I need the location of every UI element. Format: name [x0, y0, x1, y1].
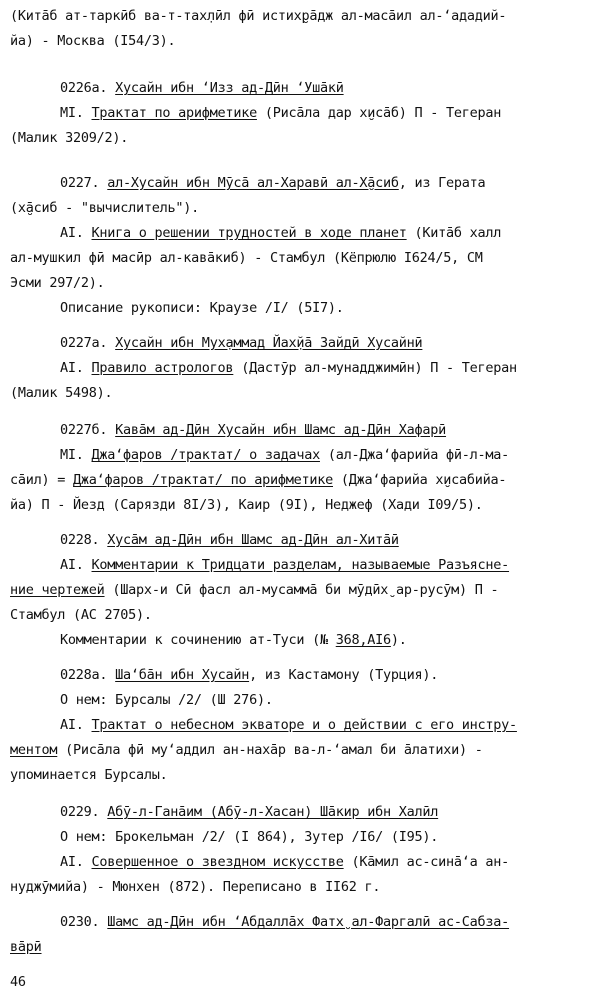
text-line [60, 715, 517, 735]
text-line [10, 580, 498, 600]
text-segment: йа) П - Йезд (Сарязди 8I/3), Каир (9I), Неджеф (Хади I09/5). [10, 497, 483, 513]
work-title: Трактат по арифметике [91, 105, 257, 121]
text-line [60, 690, 273, 710]
text-segment: О нем: Бурсалы /2/ (Ш 276). [60, 692, 273, 708]
entry-number: 0227. [60, 175, 108, 191]
text-segment: AI. [60, 225, 92, 241]
text-line [60, 298, 344, 318]
text-segment: AI. [60, 360, 92, 376]
text-segment: Комментарии к сочинению ат-Туси (№ [60, 632, 336, 648]
entry-number: 0229. [60, 804, 108, 820]
entry-number: 0230. [60, 914, 108, 930]
work-title: Трактат о небесном экваторе и о действии с его инстру- [91, 717, 517, 733]
author-name: Хусайн ибн Мух̣аммад Йах̣йа̄ Зайдӣ Хусайнӣ [115, 335, 423, 351]
text-segment: ). [390, 632, 407, 648]
work-title: ментом [10, 742, 58, 758]
text-line [10, 937, 42, 957]
text-segment: (Кита̄б ат-таркӣб ва-т-тах̣лӣл фӣ истих̮ра̄дж ал-маса̄ил ал-ʻададий- [10, 8, 507, 24]
text-line [60, 630, 407, 650]
entry-number: 0227б. [60, 422, 116, 438]
text-segment: Эсми 297/2). [10, 275, 105, 291]
text-segment: Описание рукописи: Краузе /I/ (5I7). [60, 300, 344, 316]
text-line [60, 223, 501, 243]
text-segment: (Кита̄б халл [406, 225, 502, 241]
text-line [60, 555, 509, 575]
text-segment: (Риса̄ла фӣ муʻаддил ан-нахāр ва-л-ʻамал би а̄латихи) - [57, 742, 483, 758]
work-title: Совершенное о звездном искусстве [91, 854, 344, 870]
page-number: 46 [10, 974, 26, 990]
cross-reference: 368,AI6 [335, 632, 391, 648]
work-title: Джаʻфаров /трактат/ по арифметике [73, 472, 333, 488]
text-segment: (ал-Джаʻфарийа фӣ-л-ма- [319, 447, 510, 463]
text-segment: йа) - Москва (I54/3). [10, 33, 176, 49]
author-name: Кава̄м ад-Дӣн Хусайн ибн Шамс ад-Дӣн Хафарӣ [115, 422, 447, 438]
text-segment: (х̮а̄сиб - "вычислитель"). [10, 200, 200, 216]
text-segment: (Шарх-и Сӣ фасл ал-мусаммā би мӯдӣх̮ ар-русӯм) П - [104, 582, 499, 598]
entry-heading [60, 173, 485, 193]
work-title: Комментарии к Тридцати разделам, называемые Разъясне- [91, 557, 510, 573]
text-line [10, 765, 168, 785]
text-segment: , из Герата [398, 175, 486, 191]
author-name: ва̄рӣ [10, 939, 42, 955]
text-line [10, 383, 112, 403]
text-line [10, 198, 199, 218]
work-title: ние чертежей [10, 582, 105, 598]
author-name: ал-Хусайн ибн Мӯса̄ ал-Харавӣ ал-Х̮а̄сиб [107, 175, 399, 191]
author-name: Шаʻба̄н ибн Хусайн [115, 667, 250, 683]
author-name: Шамс ад-Дӣн ибн ʻАбдалла̄х Фатх̮ ал-Фаргалӣ ас-Сабза- [107, 914, 510, 930]
text-line [10, 248, 483, 268]
text-segment: (Риса̄ла дар х̮иса̄б) П - Тегеран [256, 105, 502, 121]
text-segment: Стамбул (АС 2705). [10, 607, 152, 623]
entry-heading [60, 912, 509, 932]
text-line [10, 740, 483, 760]
entry-heading [60, 78, 344, 98]
text-line [10, 273, 105, 293]
entry-number: 0228а. [60, 667, 116, 683]
text-line [10, 877, 380, 897]
text-line [10, 470, 506, 490]
text-segment: (Джаʻфарийа х̮исабийа- [333, 472, 507, 488]
text-segment: (Дастӯр ал-мунадджимӣн) П - Тегеран [233, 360, 517, 376]
text-segment: (Малик 3209/2). [10, 130, 129, 146]
entry-heading [60, 333, 422, 353]
entry-heading [60, 530, 399, 550]
text-segment: са̄ил) = [10, 472, 74, 488]
text-line [60, 103, 501, 123]
text-segment: нуджӯмийа) - Мюнхен (872). Переписано в II62 г. [10, 879, 381, 895]
text-segment: MI. [60, 105, 92, 121]
author-name: Хуса̄м ад-Дӣн ибн Шамс ад-Дӣн ал-Хита̄ӣ [107, 532, 399, 548]
text-segment: (Малик 5498). [10, 385, 113, 401]
text-line [10, 31, 175, 51]
text-segment: AI. [60, 717, 92, 733]
entry-number: 0226а. [60, 80, 116, 96]
author-name: Хусайн ибн ʻИзз ад-Дӣн ʻУша̄кӣ [115, 80, 344, 96]
work-title: Книга о решении трудностей в ходе планет [91, 225, 407, 241]
text-line [10, 605, 152, 625]
text-segment: MI. [60, 447, 92, 463]
text-segment: , из Кастамону (Турция). [249, 667, 439, 683]
text-segment: (Ка̄мил ас-сина̄ʻа ан- [343, 854, 510, 870]
entry-number: 0228. [60, 532, 108, 548]
text-segment: AI. [60, 557, 92, 573]
entry-heading [60, 802, 438, 822]
text-segment: О нем: Брокельман /2/ (I 864), Зутер /I6/ (I95). [60, 829, 439, 845]
entry-heading [60, 420, 446, 440]
work-title: Правило астрологов [91, 360, 234, 376]
text-line [60, 358, 517, 378]
text-line [60, 852, 509, 872]
text-line [10, 128, 128, 148]
text-line [10, 495, 483, 515]
text-segment: упоминается Бурсалы. [10, 767, 168, 783]
entry-heading [60, 665, 438, 685]
text-line [60, 827, 438, 847]
text-line [60, 445, 509, 465]
work-title: Джаʻфаров /трактат/ о задачах [91, 447, 320, 463]
entry-number: 0227а. [60, 335, 116, 351]
author-name: Абӯ-л-Гана̄им (Абӯ-л-Хасан) Ша̄кир ибн Халӣл [107, 804, 439, 820]
text-segment: AI. [60, 854, 92, 870]
text-line [10, 6, 506, 26]
text-segment: ал-мушкил фӣ масӣр ал-кава̄киб) - Стамбул (Кёпрюлю I624/5, СМ [10, 250, 483, 266]
